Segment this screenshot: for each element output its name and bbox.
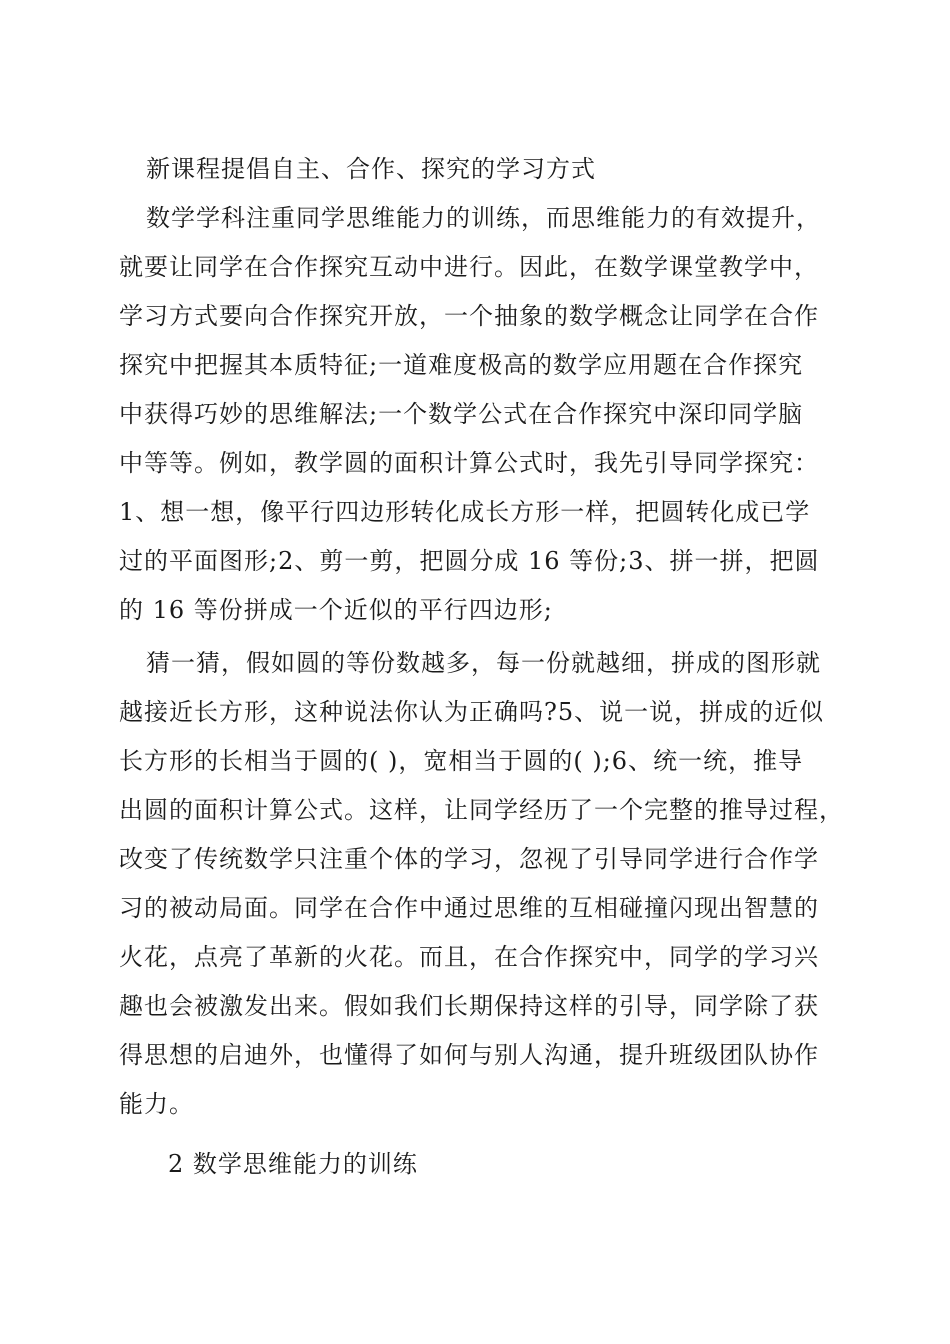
paragraph-line: 过的平面图形;2、剪一剪，把圆分成 16 等份;3、拼一拼，把圆 bbox=[119, 547, 820, 575]
paragraph-line: 数学学科注重同学思维能力的训练，而思维能力的有效提升， bbox=[146, 204, 821, 232]
paragraph-line: 能力。 bbox=[119, 1090, 194, 1118]
paragraph-line: 中获得巧妙的思维解法;一个数学公式在合作探究中深印同学脑 bbox=[119, 400, 804, 428]
paragraph-line: 得思想的启迪外，也懂得了如何与别人沟通，提升班级团队协作 bbox=[119, 1041, 819, 1069]
paragraph-line: 探究中把握其本质特征;一道难度极高的数学应用题在合作探究 bbox=[119, 351, 804, 379]
paragraph-line: 就要让同学在合作探究互动中进行。因此，在数学课堂教学中， bbox=[119, 253, 819, 281]
section-subheading: 2 数学思维能力的训练 bbox=[168, 1150, 418, 1178]
paragraph-line: 出圆的面积计算公式。这样，让同学经历了一个完整的推导过程， bbox=[119, 796, 844, 824]
paragraph-line: 改变了传统数学只注重个体的学习，忽视了引导同学进行合作学 bbox=[119, 845, 819, 873]
paragraph-line: 学习方式要向合作探究开放，一个抽象的数学概念让同学在合作 bbox=[119, 302, 819, 330]
paragraph-line: 火花，点亮了革新的火花。而且，在合作探究中，同学的学习兴 bbox=[119, 943, 819, 971]
paragraph-line: 越接近长方形，这种说法你认为正确吗?5、说一说，拼成的近似 bbox=[119, 698, 825, 726]
section-heading: 新课程提倡自主、合作、探究的学习方式 bbox=[146, 155, 596, 183]
paragraph-line: 习的被动局面。同学在合作中通过思维的互相碰撞闪现出智慧的 bbox=[119, 894, 819, 922]
paragraph-line: 的 16 等份拼成一个近似的平行四边形; bbox=[119, 596, 553, 624]
paragraph-line: 趣也会被激发出来。假如我们长期保持这样的引导，同学除了获 bbox=[119, 992, 819, 1020]
paragraph-line: 长方形的长相当于圆的( )，宽相当于圆的( );6、统一统，推导 bbox=[119, 747, 804, 775]
paragraph-line: 猜一猜，假如圆的等份数越多，每一份就越细，拼成的图形就 bbox=[146, 649, 821, 677]
paragraph-line: 1、想一想，像平行四边形转化成长方形一样，把圆转化成已学 bbox=[119, 498, 811, 526]
paragraph-line: 中等等。例如，教学圆的面积计算公式时，我先引导同学探究： bbox=[119, 449, 819, 477]
